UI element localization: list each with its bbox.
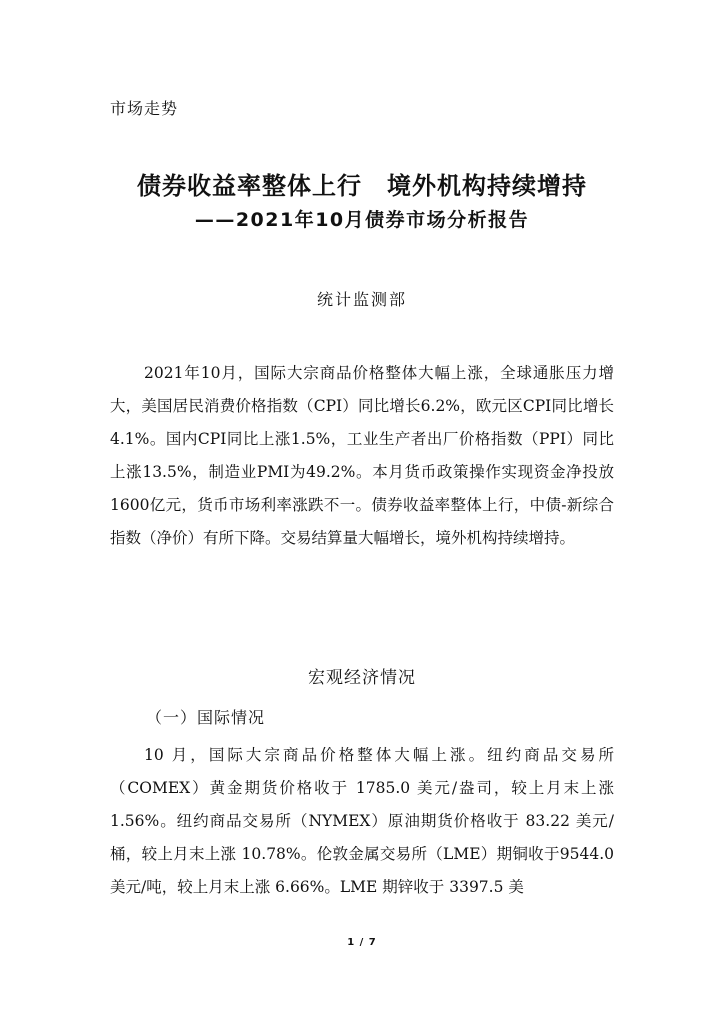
department-name: 统计监测部 bbox=[316, 290, 407, 309]
summary-paragraph: 2021年10月，国际大宗商品价格整体大幅上涨，全球通胀压力增大，美国居民消费价格指数（CPI）同比增长6.2%，欧元区CPI同比增长4.1%。国内CPI同比上涨1.5%，工业生产者出厂价格指数（PPI）同比上涨13.5%，制造业PMI为49.2%。本月货币政策操作实现资金净投放1600亿元，货币市场利率涨跌不一。债券收益率整体上行，中债-新综合指数（净价）有所下降。交易结算量大幅增长，境外机构持续增持。 bbox=[110, 364, 614, 547]
subsection-heading: （一）国际情况 bbox=[146, 708, 266, 727]
body-paragraph: 10 月，国际大宗商品价格整体大幅上涨。纽约商品交易所（COMEX）黄金期货价格收于 1785.0 美元/盎司，较上月末上涨1.56%。纽约商品交易所（NYMEX）原油期货价格收于 83.22 美元/桶，较上月末上涨 10.78%。伦敦金属交易所（LME）期铜收于9544.0美元/吨，较上月末上涨 6.66%。LME 期锌收于 3397.5 美 bbox=[110, 746, 614, 896]
section-heading: 宏观经济情况 bbox=[308, 668, 416, 688]
main-title: 债券收益率整体上行 境外机构持续增持 bbox=[137, 172, 587, 200]
sub-title: ——2021年10月债券市场分析报告 bbox=[194, 209, 530, 231]
column-label: 市场走势 bbox=[110, 99, 179, 118]
page-number: 1 / 7 bbox=[347, 937, 377, 948]
